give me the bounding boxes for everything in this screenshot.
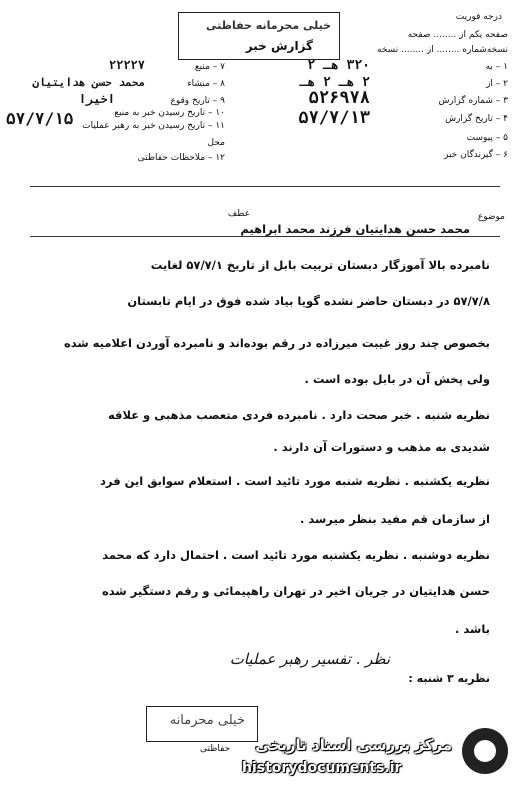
watermark-url: historydocuments.ir <box>242 760 402 776</box>
field-to-value: ۳۲۰ هـ ۲ <box>307 58 370 73</box>
body-line-6: شدیدی به مذهب و دستورات آن دارند . <box>273 440 490 454</box>
page-count-field: صفحه یکم از ........ صفحه <box>407 30 508 40</box>
body-line-2: ۵۷/۷/۸ در دبستان حاضر نشده گویا بیاد شده فوق در ایام تابستان <box>127 294 490 308</box>
field-leader-received-label: ۱۱ – تاریخ رسیدن خبر به رهبر عملیات <box>82 121 225 131</box>
field-source-received-label: ۱۰ – تاریخ رسیدن خبر به منبع <box>114 108 225 118</box>
field-origin-label: ۸ – منشاء <box>187 79 225 89</box>
field-occurrence-date-label: ۹ – تاریخ وقوع <box>170 96 225 106</box>
bottom-stamp-text: خیلی محرمانه <box>169 713 245 728</box>
report-title: گزارش خبر <box>245 39 313 53</box>
subject-divider <box>30 236 500 237</box>
field-security-notes-label: ۱۲ – ملاحظات حفاظتی <box>137 153 225 163</box>
header-divider <box>30 186 500 187</box>
field-from-value: ۲ هـ ۲ هـ <box>299 75 370 90</box>
priority-label: درجه فوریت <box>455 12 502 22</box>
body-line-8: از سازمان قم مفید بنظر میرسد . <box>299 512 490 526</box>
body-line-11: باشد . <box>455 622 490 636</box>
field-to-label: ۱ – به <box>485 62 508 72</box>
reference-label: عطف <box>227 209 250 219</box>
field-report-date-label: ۴ – تاریخ گزارش <box>445 114 508 124</box>
tuesday-opinion-label: نظریه ۳ شنبه : <box>408 672 490 685</box>
body-line-3: بخصوص چند روز غیبت میرزاده در رقم بوده‌اند و نامبرده آوردن اعلامیه شده <box>63 336 490 350</box>
top-classification-stamp <box>178 12 340 60</box>
subject-text: محمد حسن هدایتیان فرزند محمد ابراهیم <box>240 222 470 236</box>
archive-logo-icon <box>462 728 508 774</box>
field-occurrence-date-value: اخیرا <box>78 92 115 106</box>
copy-number-field: نسخه‌شماره ........ از ........ نسخه <box>377 45 508 55</box>
body-line-1: نامبرده بالا آموزگار دبستان تربیت بابل از تاریخ ۵۷/۷/۱ لغایت <box>150 258 490 272</box>
body-line-7: نظریه یکشنبه . نظریه شنبه مورد تائید است . استعلام سوابق این فرد <box>100 474 490 488</box>
watermark <box>236 722 520 792</box>
field-leader-received-value: ۵۷/۷/۱۵ <box>6 109 74 128</box>
field-report-date-value: ۵۷/۷/۱۳ <box>298 108 370 128</box>
field-source-label: ۷ – منبع <box>194 62 225 72</box>
body-line-9: نظریه دوشنبه . نظریه یکشنبه مورد تائید است . احتمال دارد که محمد <box>102 548 490 562</box>
field-report-number-value: ۵۲۶۹۷۸ <box>308 88 370 108</box>
bottom-stamp-subtext: حفاظتی <box>200 744 231 754</box>
field-report-number-label: ۳ – شماره گزارش <box>438 96 508 106</box>
field-source-value: ۲۲۲۲۷ <box>108 58 145 72</box>
body-line-5: نظریه شنبه . خبر صحت دارد . نامبرده فردی متعصب مذهبی و علاقه <box>107 408 490 422</box>
body-line-10: حسن هدایتیان در جریان اخیر در تهران راهپیمائی و رقم دستگیر شده <box>101 584 490 598</box>
watermark-org-name: مرکز بررسی اسناد تاریخی <box>255 736 452 754</box>
field-place-label: محل <box>207 138 225 148</box>
handwritten-signature: نظر . تفسیر رهبر عملیات <box>229 650 390 668</box>
field-recipients-label: ۶ – گیرندگان خبر <box>443 150 508 160</box>
subject-label: موضوع <box>477 212 505 222</box>
field-from-label: ۲ – از <box>486 79 508 89</box>
field-attachment-label: ۵ – پیوست <box>466 133 508 143</box>
stamp-top-text: خیلی محرمانه حفاظتی <box>206 19 331 32</box>
body-line-4: ولی پخش آن در بابل بوده است . <box>304 372 490 386</box>
field-origin-value: محمد حسن هدایتیان <box>32 76 145 89</box>
